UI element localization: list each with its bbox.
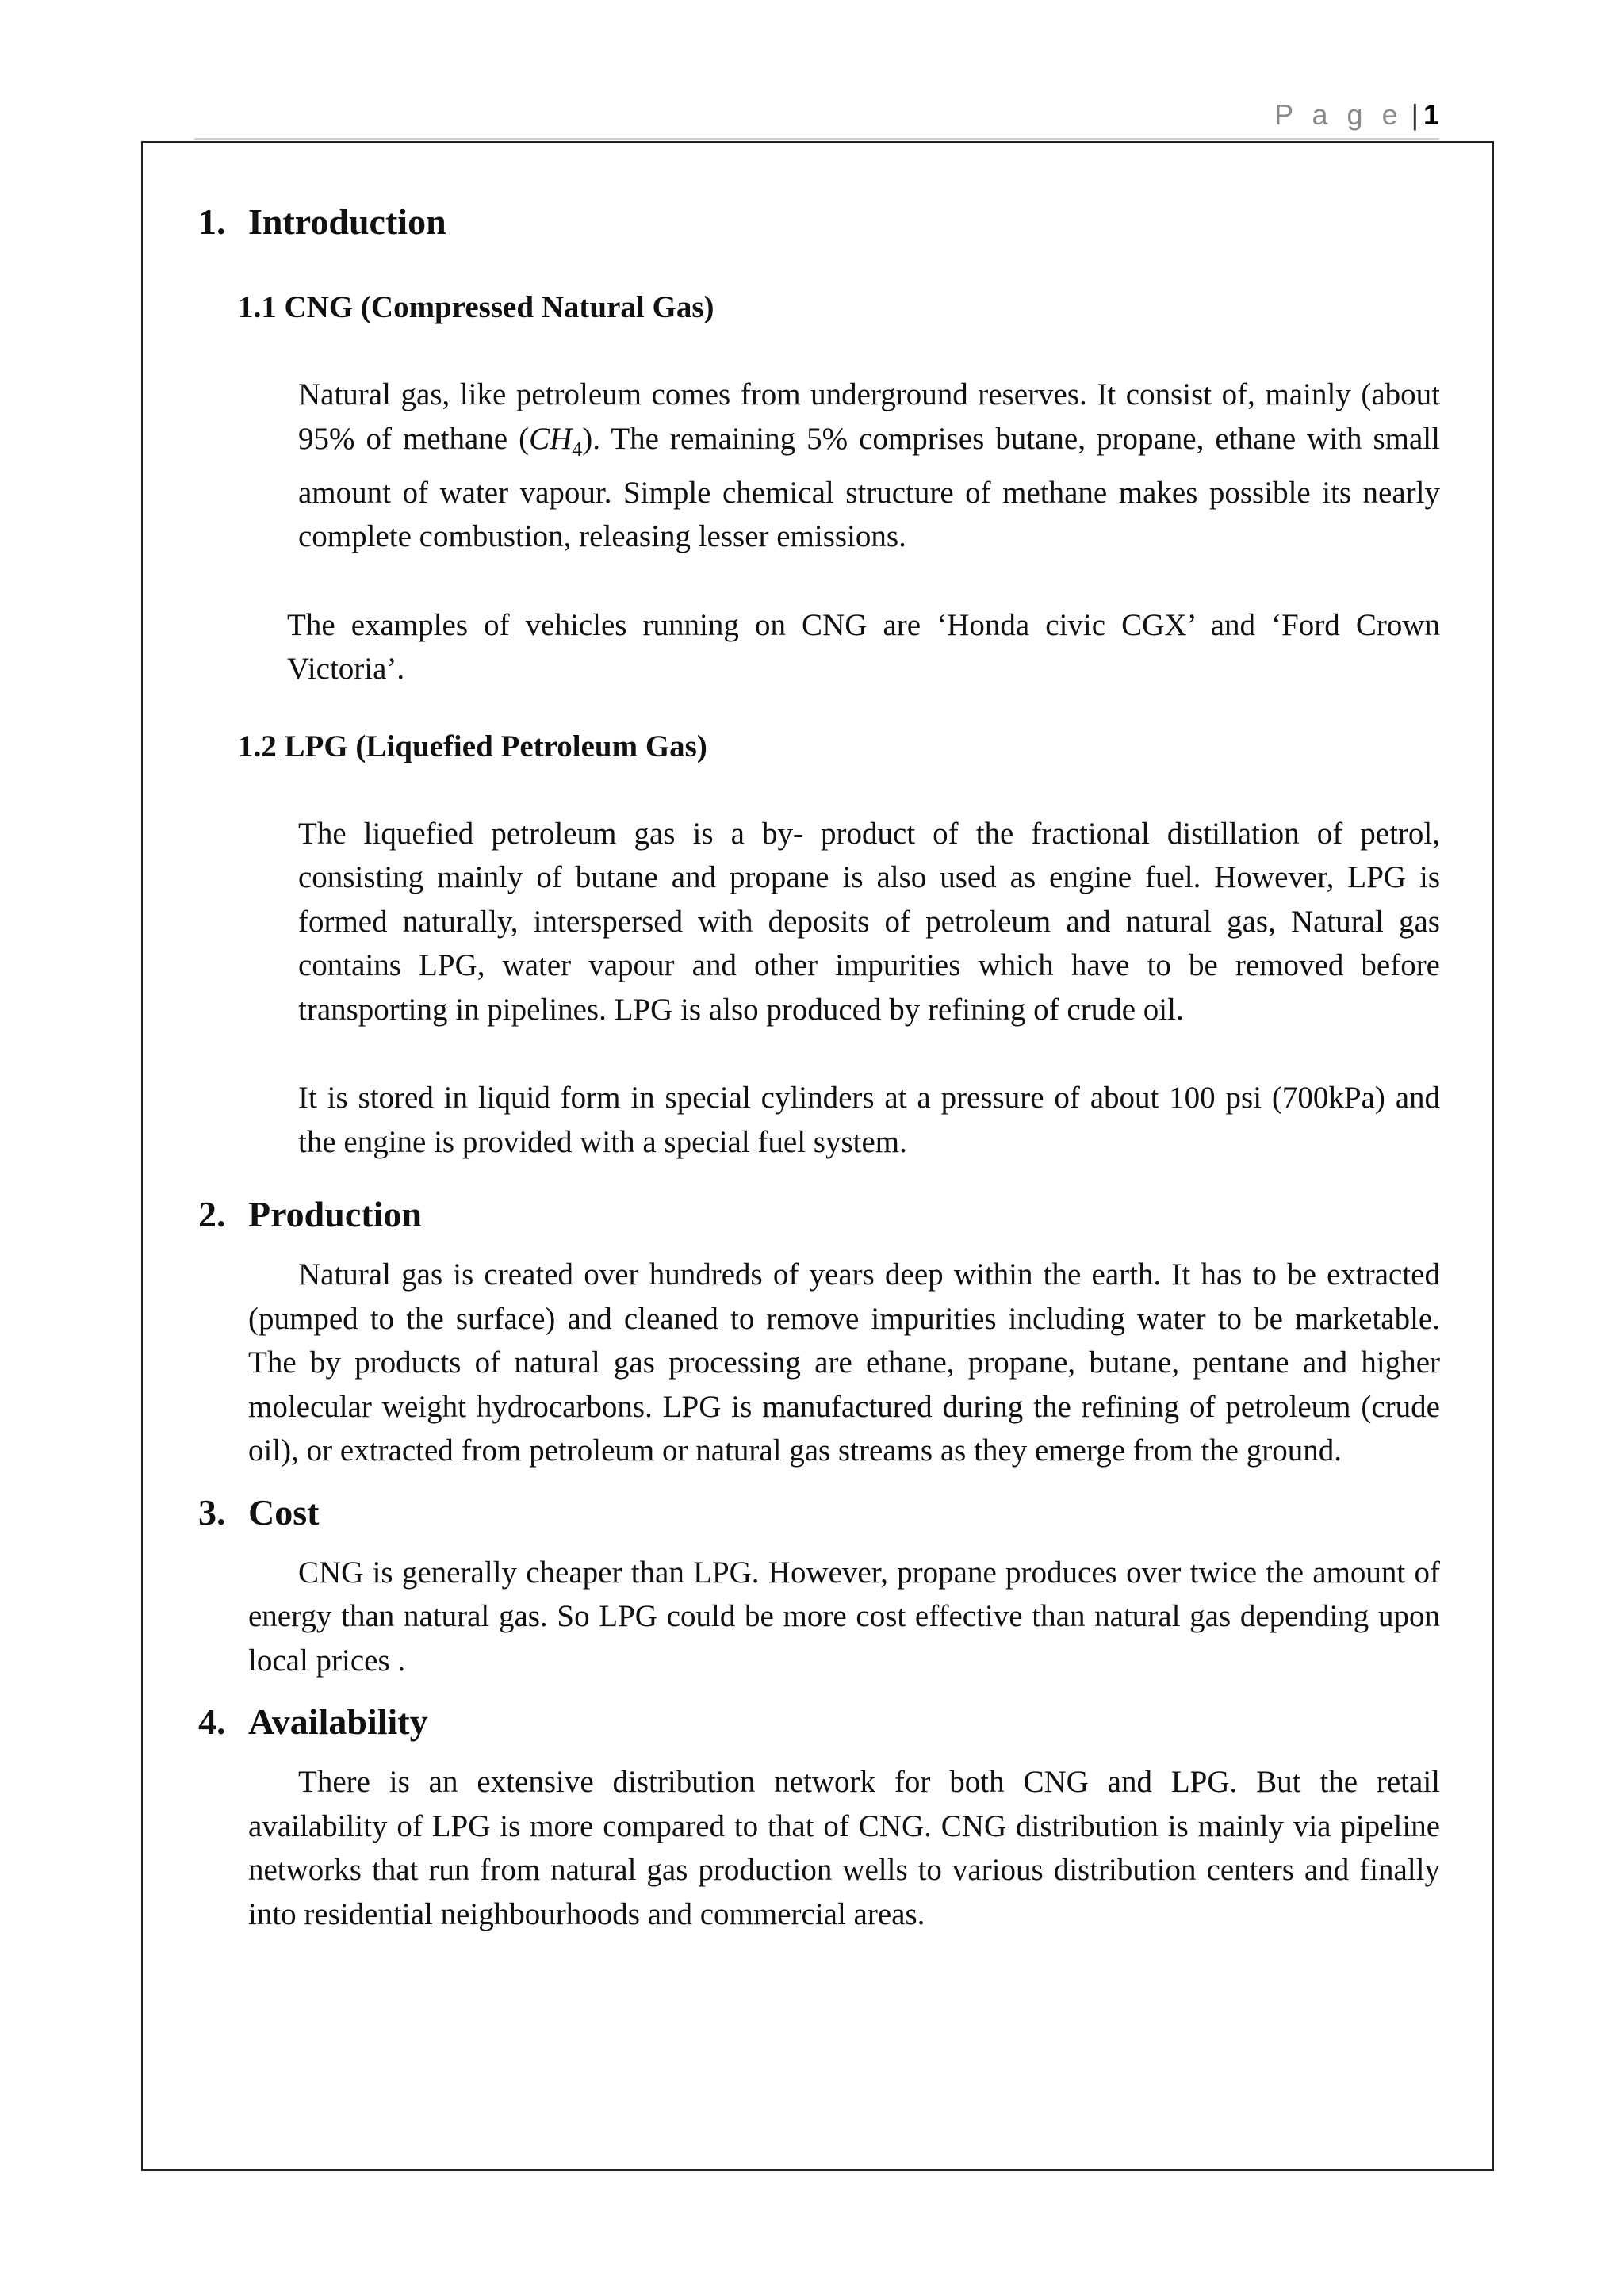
paragraph-lpg-description: The liquefied petroleum gas is a by- product of the fractional distillation of petrol, consisting mainly of butane and propane is also used as engine fuel. However, LPG is formed naturally, interspersed with deposits of petroleum and natural gas, Natural gas contains LPG, water vapour and other impurities which have to be removed before transporting in pipelines. LPG is also produced by refining of crude oil.: [298, 816, 1440, 1027]
cng-text-part1: Natural gas, like petroleum comes from underground reserves. It consist of, mainly (about 95% of methane (: [298, 377, 1440, 456]
section-title: Cost: [248, 1491, 320, 1533]
section-title: Introduction: [248, 201, 446, 242]
section-title: Production: [248, 1194, 422, 1235]
paragraph-cng-description: [198, 373, 1440, 559]
cng-text-part2: ). The remaining 5% comprises butane, propane, ethane with small amount of water vapour. Simple chemical structure of methane makes possible its nearly complete combustion, releasing lesser emissions.: [298, 421, 1440, 554]
subsection-heading-cng: 1.1 CNG (Compressed Natural Gas): [238, 290, 714, 324]
page-header: [194, 97, 1439, 140]
section-number: 1.: [198, 201, 226, 242]
page-number: 1: [1423, 98, 1439, 131]
section-number: 4.: [198, 1701, 226, 1743]
document-body: [198, 190, 1440, 1936]
formula-main: CH: [529, 421, 573, 456]
section-heading-production: [198, 1191, 1440, 1238]
section-title: Availability: [248, 1701, 428, 1743]
section-number: 3.: [198, 1491, 226, 1533]
section-heading-availability: [198, 1698, 1440, 1746]
page-separator: |: [1411, 98, 1419, 131]
paragraph-lpg-storage: It is stored in liquid form in special cylinders at a pressure of about 100 psi (700kPa) and the engine is provided with a special fuel system.: [298, 1081, 1440, 1159]
paragraph-production: Natural gas is created over hundreds of years deep within the earth. It has to be extracted (pumped to the surface) and cleaned to remove impurities including water to be marketable. The by products of natural gas processing are ethane, propane, butane, pentane and higher molecular weight hydrocarbons. LPG is manufactured during the refining of petroleum (crude oil), or extracted from petroleum or natural gas streams as they emerge from the ground.: [248, 1257, 1440, 1468]
page-label: P a g e: [1274, 98, 1404, 131]
methane-formula: [529, 421, 583, 461]
section-heading-cost: [198, 1489, 1440, 1536]
paragraph-availability: There is an extensive distribution network for both CNG and LPG. But the retail availability of LPG is more compared to that of CNG. CNG distribution is mainly via pipeline networks that run from natural gas production wells to various distribution centers and finally into residential neighbourhoods and commercial areas.: [248, 1765, 1440, 1931]
section-number: 2.: [198, 1194, 226, 1235]
subsection-heading-lpg: 1.2 LPG (Liquefied Petroleum Gas): [238, 729, 707, 763]
paragraph-cost: CNG is generally cheaper than LPG. However, propane produces over twice the amount of energy than natural gas. So LPG could be more cost effective than natural gas depending upon local prices .: [248, 1555, 1440, 1678]
section-heading-introduction: [198, 198, 1440, 246]
paragraph-cng-examples: The examples of vehicles running on CNG are ‘Honda civic CGX’ and ‘Ford Crown Victoria’.: [287, 607, 1440, 687]
formula-subscript: 4: [572, 437, 583, 461]
page-number-label: [1274, 97, 1439, 133]
